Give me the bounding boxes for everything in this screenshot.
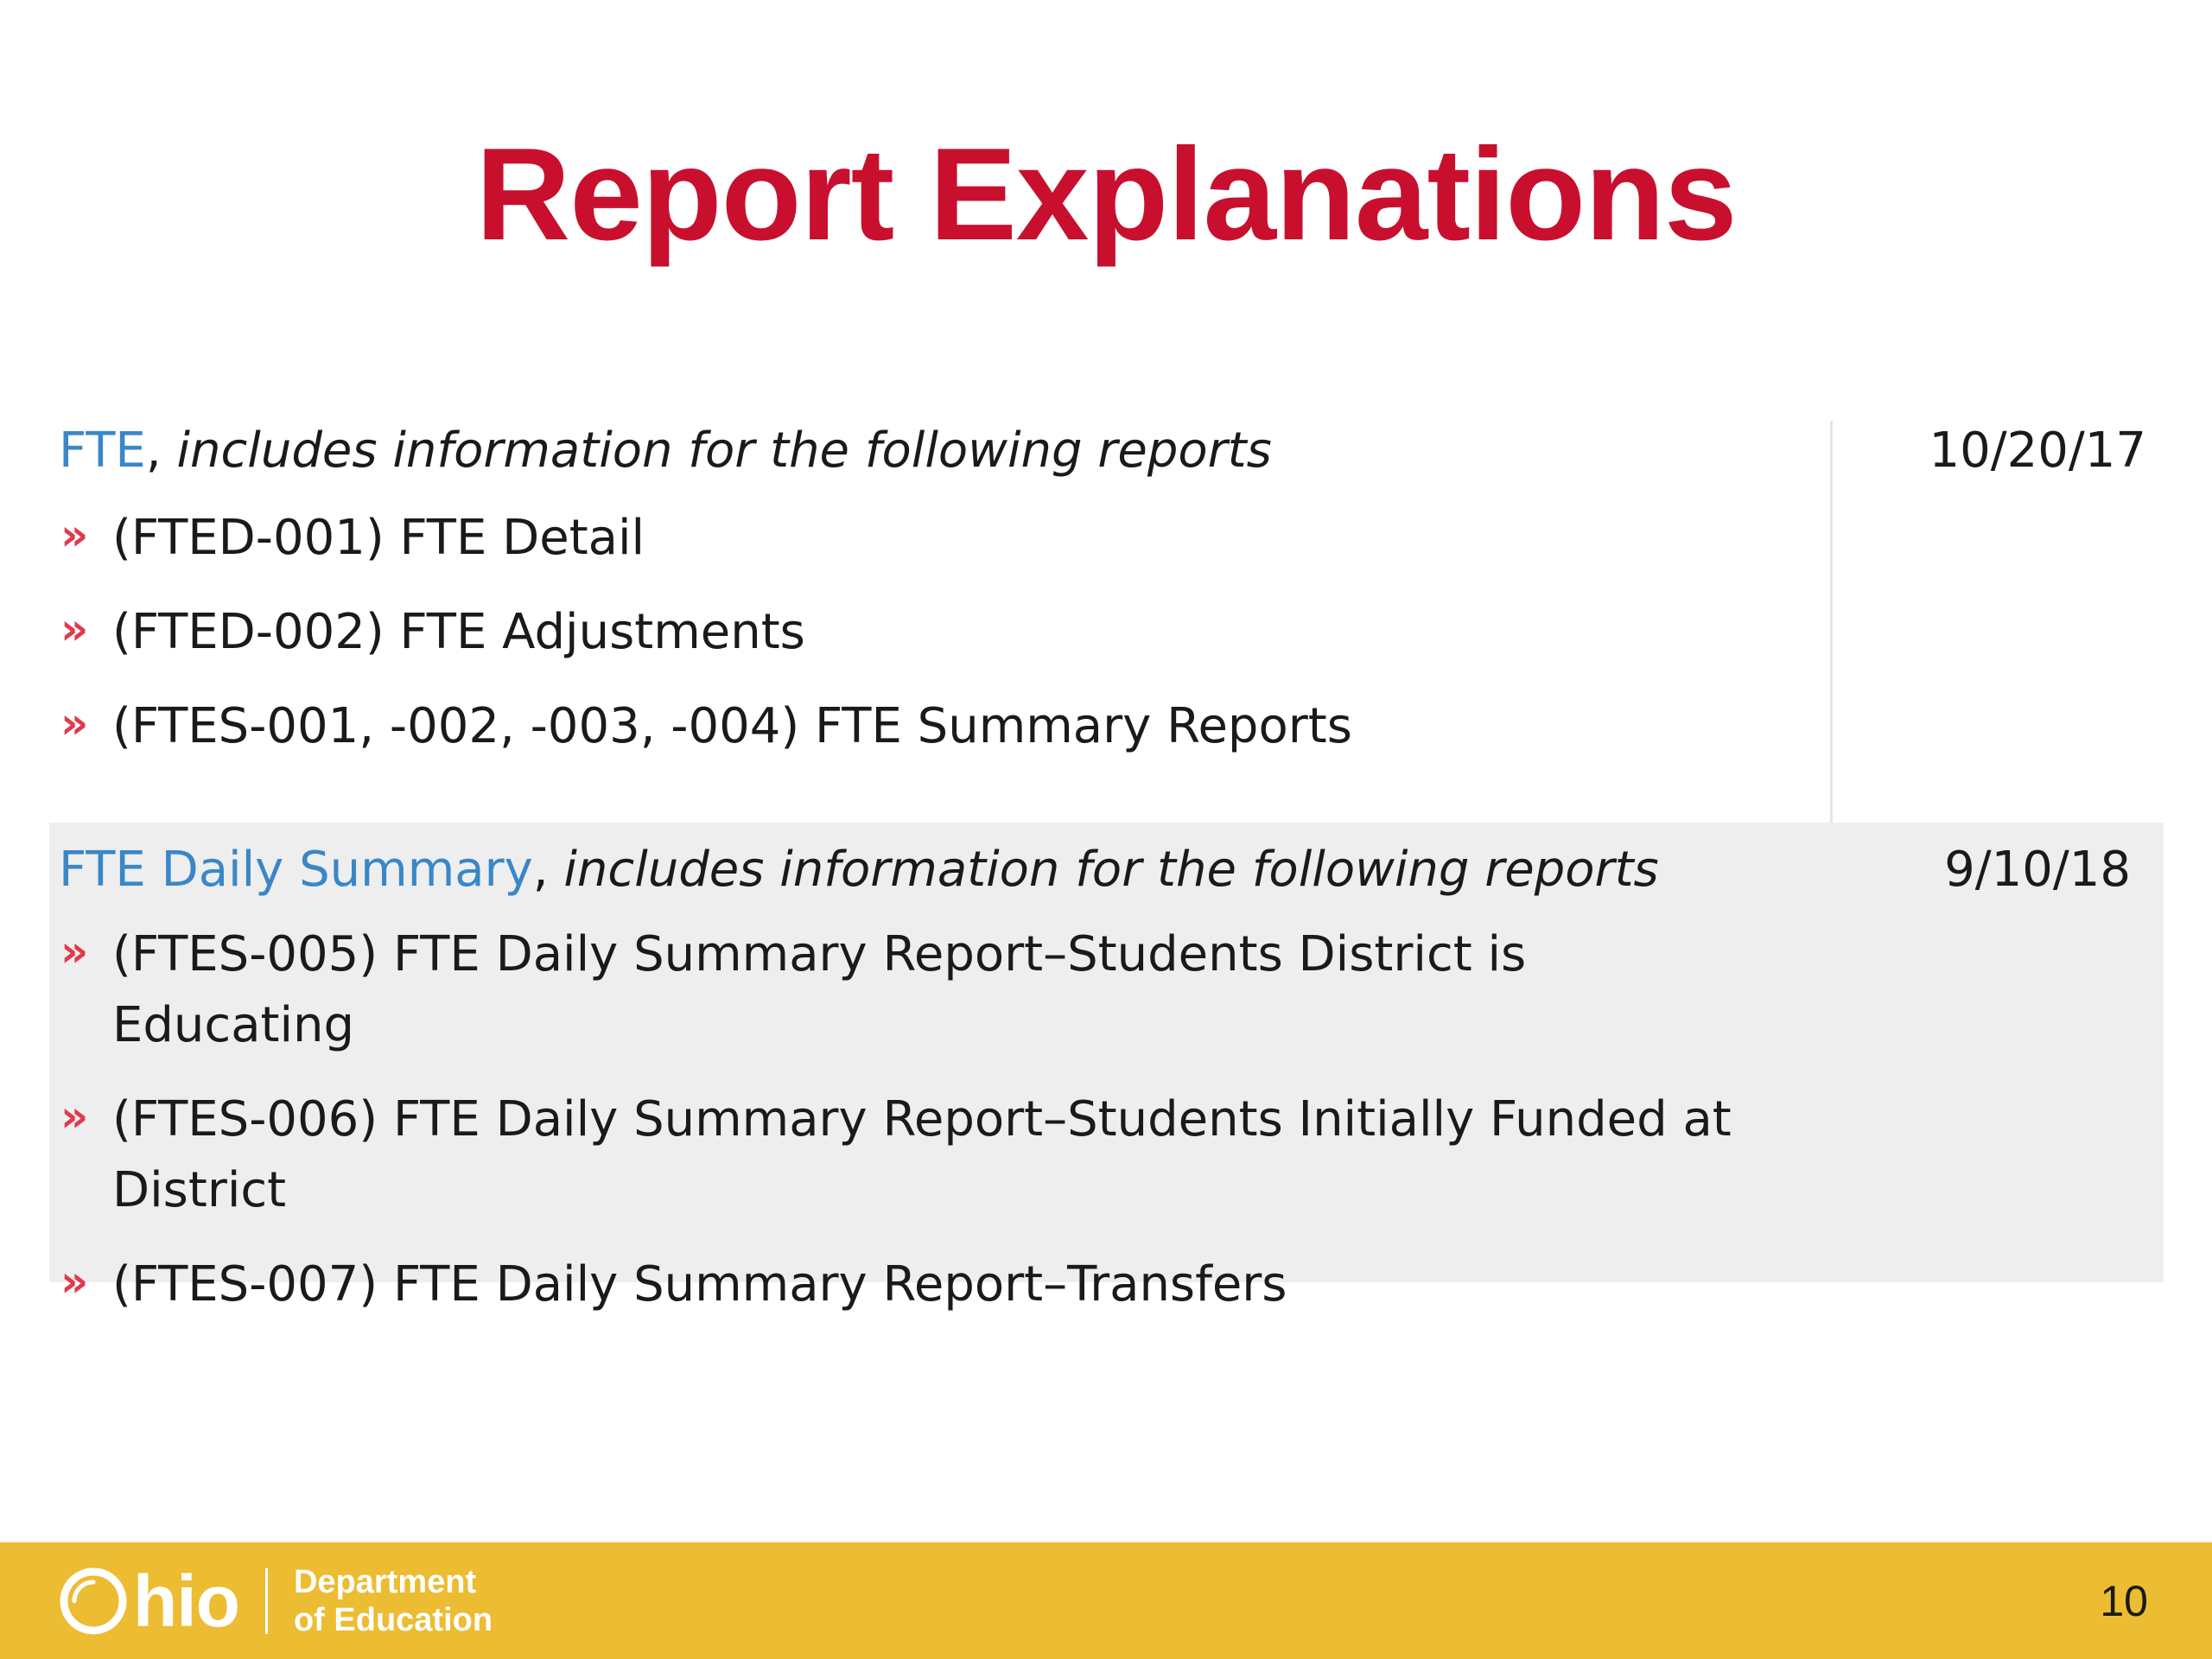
row-heading xyxy=(59,421,1272,481)
list-item-label: (FTES-001, -002, -003, -004) FTE Summary Reports xyxy=(112,698,1352,754)
list-item xyxy=(59,1249,1770,1320)
list-item-label: (FTED-002) FTE Adjustments xyxy=(112,604,805,660)
ohio-wordmark xyxy=(57,1560,239,1642)
list-item xyxy=(59,919,1770,1061)
report-list xyxy=(59,503,1770,785)
list-item-label: (FTED-001) FTE Detail xyxy=(112,510,645,566)
report-group-description: includes information for the following reports xyxy=(176,423,1272,479)
column-divider xyxy=(1830,421,1833,823)
double-chevron-right-icon: » xyxy=(60,926,89,976)
report-date: 9/10/18 xyxy=(1944,842,2131,898)
list-item-label: (FTES-005) FTE Daily Summary Report–Students District is Educating xyxy=(112,926,1527,1053)
department-line-2: of Education xyxy=(293,1602,493,1638)
page-number: 10 xyxy=(2100,1577,2148,1625)
department-line-1: Department xyxy=(293,1564,477,1600)
report-table xyxy=(49,421,2164,1313)
heading-separator: , xyxy=(145,423,162,479)
row-heading xyxy=(59,840,1659,900)
double-chevron-right-icon: » xyxy=(60,604,89,654)
report-list xyxy=(59,919,1770,1344)
double-chevron-right-icon: » xyxy=(60,1256,89,1306)
list-item xyxy=(59,597,1770,668)
report-date: 10/20/17 xyxy=(1929,423,2146,479)
report-group-name: FTE Daily Summary xyxy=(59,842,533,898)
footer-bar xyxy=(0,1542,2212,1659)
department-wordmark xyxy=(294,1563,493,1639)
double-chevron-right-icon: » xyxy=(60,1091,89,1141)
list-item xyxy=(59,1084,1770,1226)
ohio-department-of-education-logo xyxy=(57,1560,493,1642)
double-chevron-right-icon: » xyxy=(60,510,89,560)
list-item xyxy=(59,691,1770,762)
heading-separator: , xyxy=(532,842,549,898)
report-row-fte xyxy=(49,421,2164,823)
report-row-fte-daily-summary xyxy=(49,823,2164,1313)
report-group-description: includes information for the following reports xyxy=(563,842,1659,898)
ohio-o-icon xyxy=(57,1565,130,1637)
list-item xyxy=(59,503,1770,574)
ohio-wordmark-text: hio xyxy=(133,1560,239,1642)
list-item-label: (FTES-007) FTE Daily Summary Report–Transfers xyxy=(112,1256,1287,1313)
logo-divider xyxy=(265,1568,268,1634)
list-item-label: (FTES-006) FTE Daily Summary Report–Students Initially Funded at District xyxy=(112,1091,1732,1218)
double-chevron-right-icon: » xyxy=(60,698,89,748)
report-group-name: FTE xyxy=(59,423,146,479)
page-title: Report Explanations xyxy=(475,121,1737,268)
